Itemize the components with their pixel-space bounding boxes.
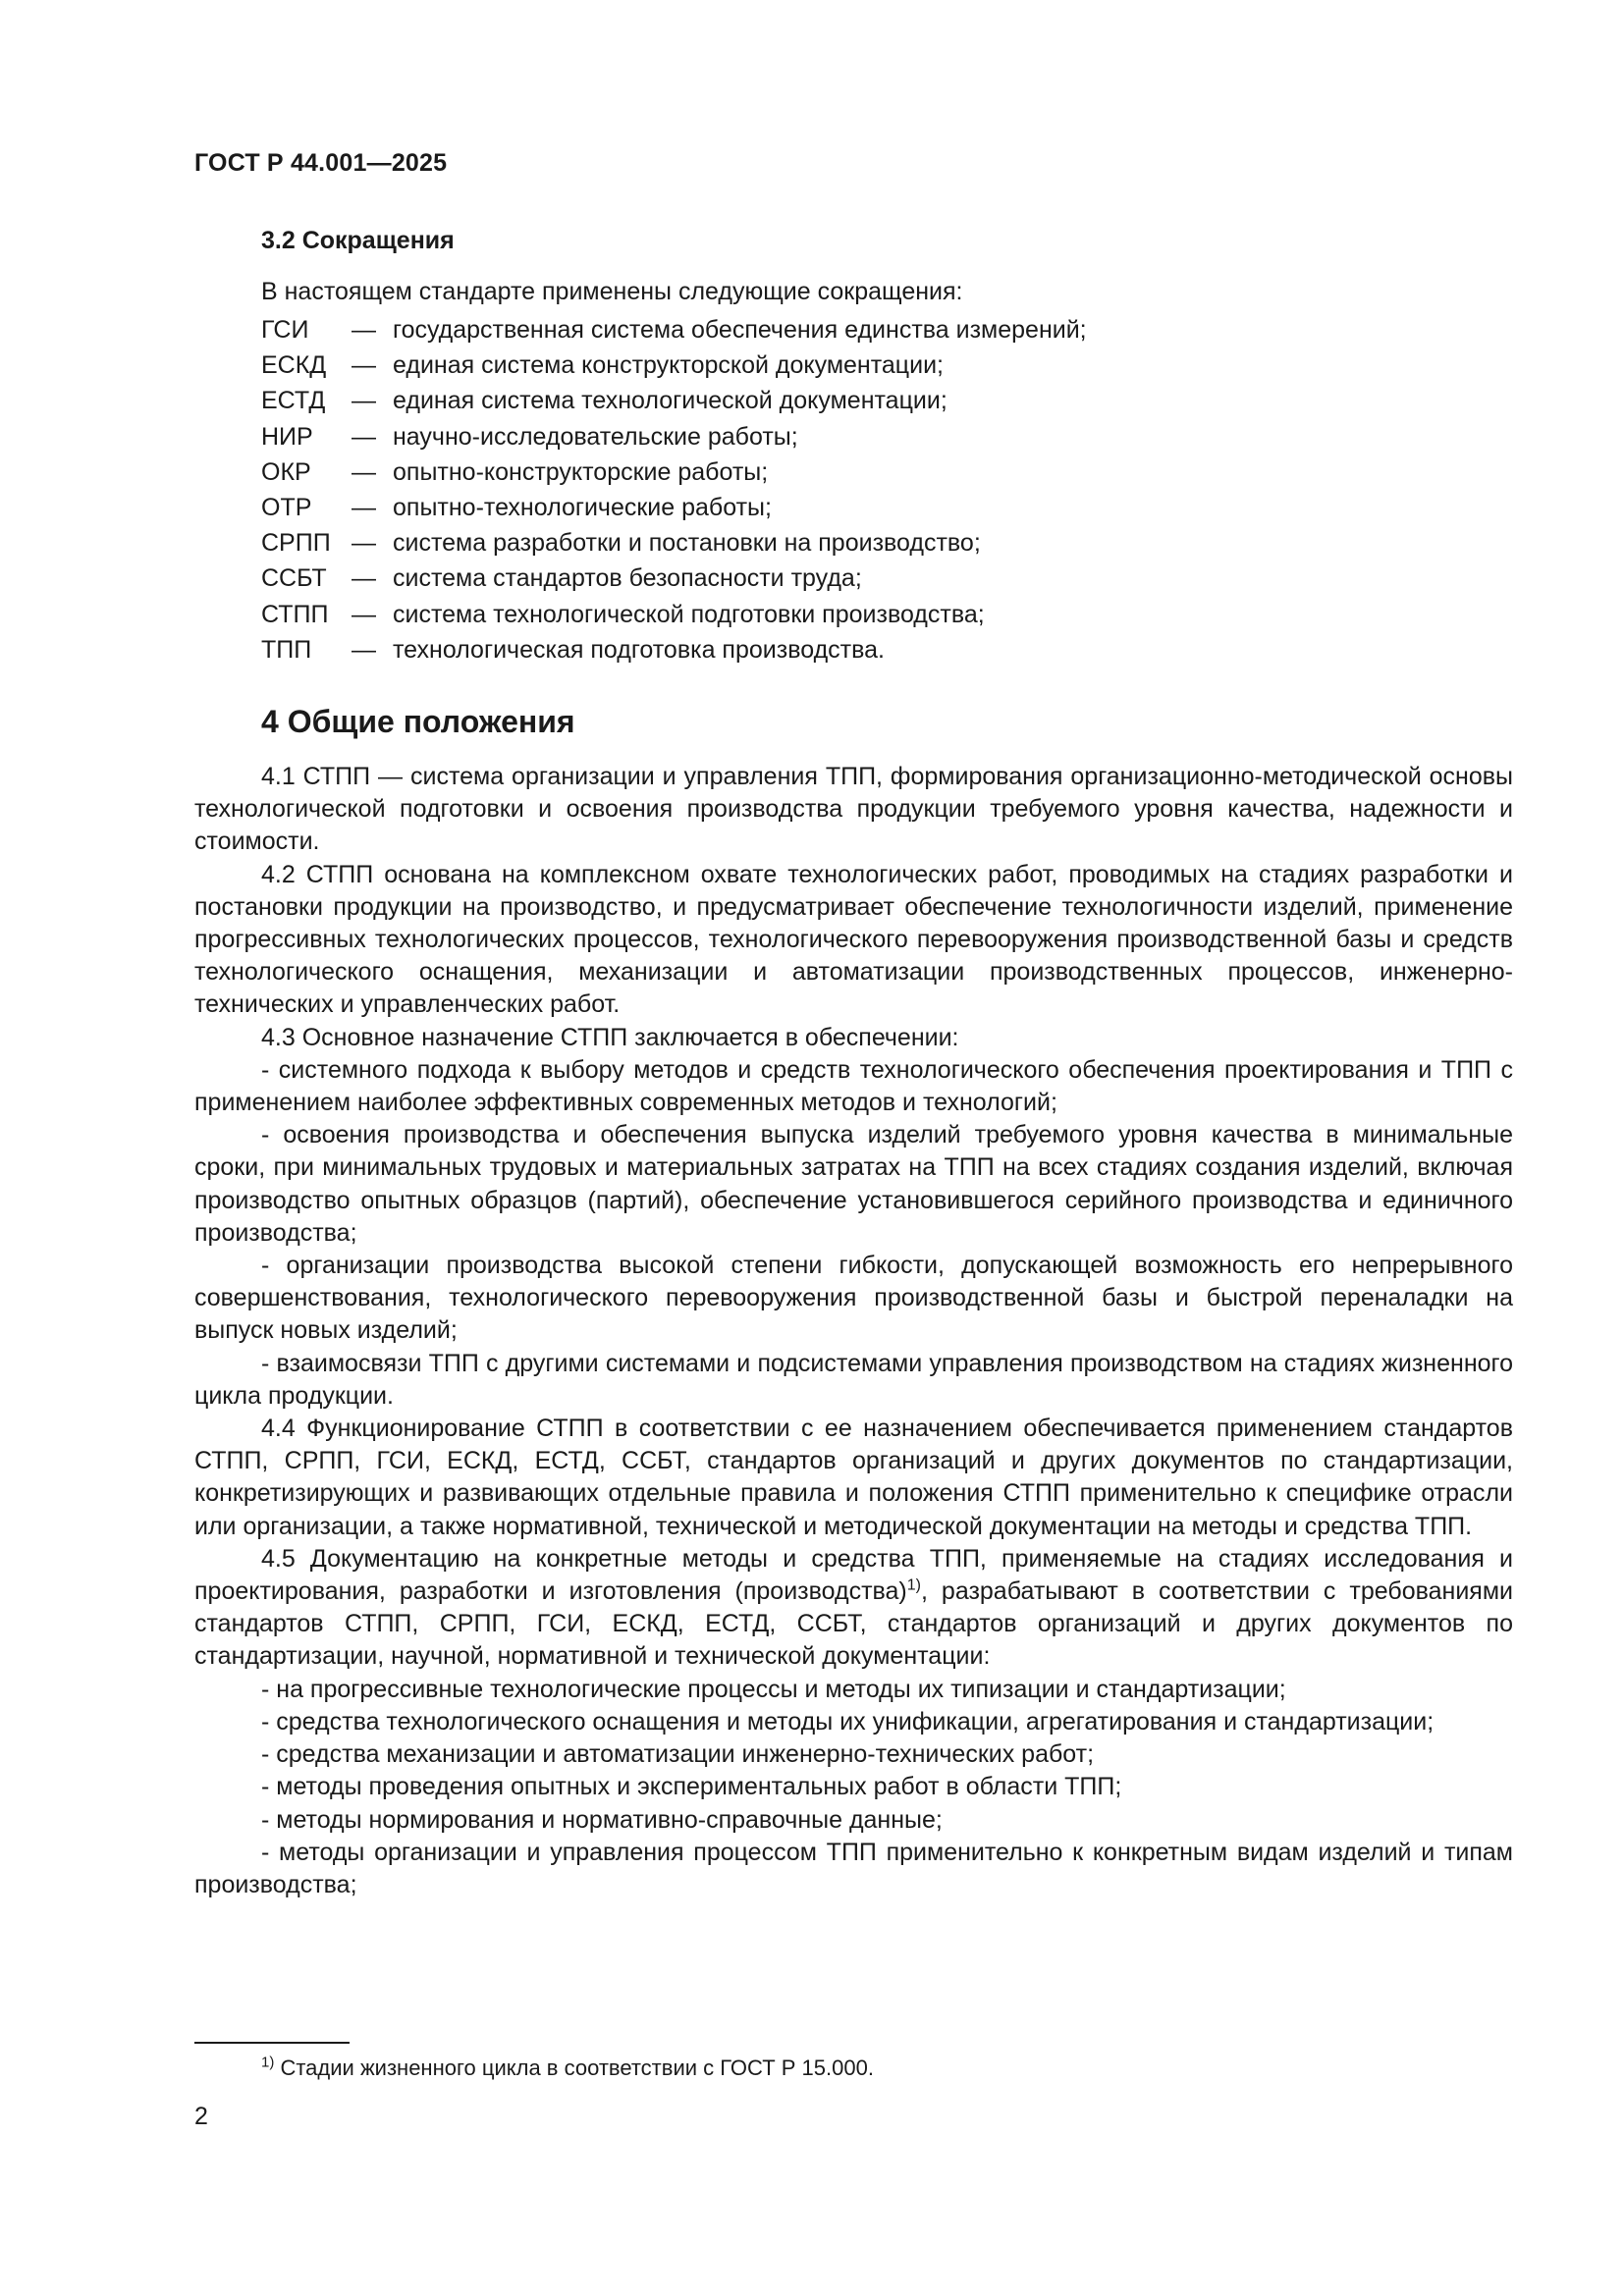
paragraph-4-2: 4.2 СТПП основана на комплексном охвате технологических работ, проводимых на стадиях разработки и постановки продукции на производство, и предусматривает обеспечение технологичности изделий, применение прогрессивных технологических процессов, технологического перевооружения производственной базы и средств технологического оснащения, механизации и автоматизации производственных процессов, инженерно-технических и управленческих работ. <box>194 860 1513 1019</box>
abbreviation-dash: — <box>352 422 376 451</box>
abbreviation-item <box>261 490 1087 525</box>
abbreviation-text: система стандартов безопасности труда; <box>393 564 862 593</box>
abbreviation-text: опытно-технологические работы; <box>393 493 772 521</box>
abbreviation-item <box>261 525 1087 561</box>
footnote-reference: 1) <box>906 1576 921 1594</box>
abbreviation-code: ОКР <box>261 457 311 486</box>
abbreviation-text: система разработки и постановки на производство; <box>393 529 981 558</box>
list-item: - организации производства высокой степени гибкости, допускающей возможность его непрерывного совершенствования, технологического перевооружения производственной базы и быстрой переналадки на выпуск новых изделий; <box>194 1252 1513 1345</box>
abbreviation-dash: — <box>352 387 376 415</box>
list-item: - взаимосвязи ТПП с другими системами и подсистемами управления производством на стадиях жизненного цикла продукции. <box>194 1349 1513 1410</box>
abbreviation-text: система технологической подготовки производства; <box>393 600 985 628</box>
abbreviation-dash: — <box>352 600 376 628</box>
abbreviations-title: 3.2 Сокращения <box>261 227 455 254</box>
paragraph-4-5-end: , разрабатывают в соответствии с требованиями стандартов СТПП, СРПП, ГСИ, ЕСКД, ЕСТД, ССБТ, стандартов организаций и других документов по стандартизации, научной, нормативной и технической документации: <box>194 1577 1513 1671</box>
list-item: - средства механизации и автоматизации инженерно-технических работ; <box>261 1740 1095 1769</box>
abbreviation-dash: — <box>352 635 376 664</box>
abbreviation-text: опытно-конструкторские работы; <box>393 457 769 486</box>
abbreviation-dash: — <box>352 493 376 521</box>
list-item: - освоения производства и обеспечения выпуска изделий требуемого уровня качества в минимальные сроки, при минимальных трудовых и материальных затратах на ТПП на всех стадиях создания изделий, включая производство опытных образцов (партий), обеспечение установившегося серийного производства и единичного производства; <box>194 1121 1513 1247</box>
paragraph-4-4: 4.4 Функционирование СТПП в соответствии с ее назначением обеспечивается применением стандартов СТПП, СРПП, ГСИ, ЕСКД, ЕСТД, ССБТ, стандартов организаций и других документов по стандартизации, конкретизирующих и развивающих отдельные правила и положения СТПП применительно к специфике отрасли или организации, а также нормативной, технической и методической документации на методы и средства ТПП. <box>194 1415 1513 1540</box>
paragraph-4-5-start: 4.5 Документацию на конкретные методы и средства ТПП, применяемые на стадиях исследования и проектирования, разработки и изготовления (производства) <box>194 1544 1513 1606</box>
paragraph-4-3: 4.3 Основное назначение СТПП заключается в обеспечении: <box>261 1023 959 1051</box>
abbreviation-text: единая система технологической документации; <box>393 387 947 415</box>
abbreviation-code: НИР <box>261 422 313 451</box>
abbreviation-dash: — <box>352 351 376 380</box>
abbreviation-code: ССБТ <box>261 564 327 593</box>
footnote-separator <box>194 2042 350 2044</box>
list-item: - методы организации и управления процессом ТПП применительно к конкретным видам изделий и типам производства; <box>194 1838 1513 1898</box>
abbreviations-intro: В настоящем стандарте применены следующие сокращения: <box>261 278 963 305</box>
abbreviation-code: ГСИ <box>261 316 309 344</box>
abbreviation-dash: — <box>352 529 376 558</box>
abbreviation-code: ЕСКД <box>261 351 327 380</box>
abbreviation-item <box>261 454 1087 490</box>
list-item: - методы нормирования и нормативно-справочные данные; <box>261 1805 943 1834</box>
abbreviation-code: СТПП <box>261 600 329 628</box>
abbreviation-item <box>261 383 1087 418</box>
abbreviation-code: ТПП <box>261 635 312 664</box>
abbreviation-code: ЕСТД <box>261 387 326 415</box>
list-item: - методы проведения опытных и экспериментальных работ в области ТПП; <box>261 1773 1122 1801</box>
abbreviation-item <box>261 597 1087 632</box>
list-item: - средства технологического оснащения и методы их унификации, агрегатирования и стандартизации; <box>261 1707 1435 1735</box>
abbreviation-item <box>261 312 1087 347</box>
abbreviation-text: единая система конструкторской документации; <box>393 351 944 380</box>
abbreviation-code: ОТР <box>261 493 312 521</box>
abbreviation-item <box>261 632 1087 667</box>
abbreviation-text: научно-исследовательские работы; <box>393 422 798 451</box>
abbreviation-item <box>261 561 1087 596</box>
abbreviations-list <box>261 312 1087 667</box>
abbreviation-text: технологическая подготовка производства. <box>393 635 885 664</box>
page-number: 2 <box>194 2103 208 2130</box>
section-body <box>194 761 1513 1901</box>
list-item: - на прогрессивные технологические процессы и методы их типизации и стандартизации; <box>261 1675 1286 1703</box>
footnote-marker: 1) <box>261 2054 275 2071</box>
list-item: - системного подхода к выбору методов и средств технологического обеспечения проектирования и ТПП с применением наиболее эффективных современных методов и технологий; <box>194 1055 1513 1117</box>
abbreviation-item <box>261 419 1087 454</box>
section-heading: 4 Общие положения <box>261 704 575 739</box>
footnote-text: Стадии жизненного цикла в соответствии с ГОСТ Р 15.000. <box>280 2056 874 2080</box>
standard-id-header: ГОСТ Р 44.001—2025 <box>194 149 448 177</box>
abbreviation-code: СРПП <box>261 529 331 558</box>
abbreviation-dash: — <box>352 316 376 344</box>
paragraph-4-1: 4.1 СТПП — система организации и управления ТПП, формирования организационно-методической основы технологической подготовки и освоения производства продукции требуемого уровня качества, надежности и стоимости. <box>194 763 1513 856</box>
abbreviation-dash: — <box>352 457 376 486</box>
abbreviation-dash: — <box>352 564 376 593</box>
abbreviation-text: государственная система обеспечения единства измерений; <box>393 316 1087 344</box>
footnote <box>261 2056 874 2081</box>
paragraph-4-5 <box>194 1543 1513 1674</box>
abbreviation-item <box>261 347 1087 383</box>
